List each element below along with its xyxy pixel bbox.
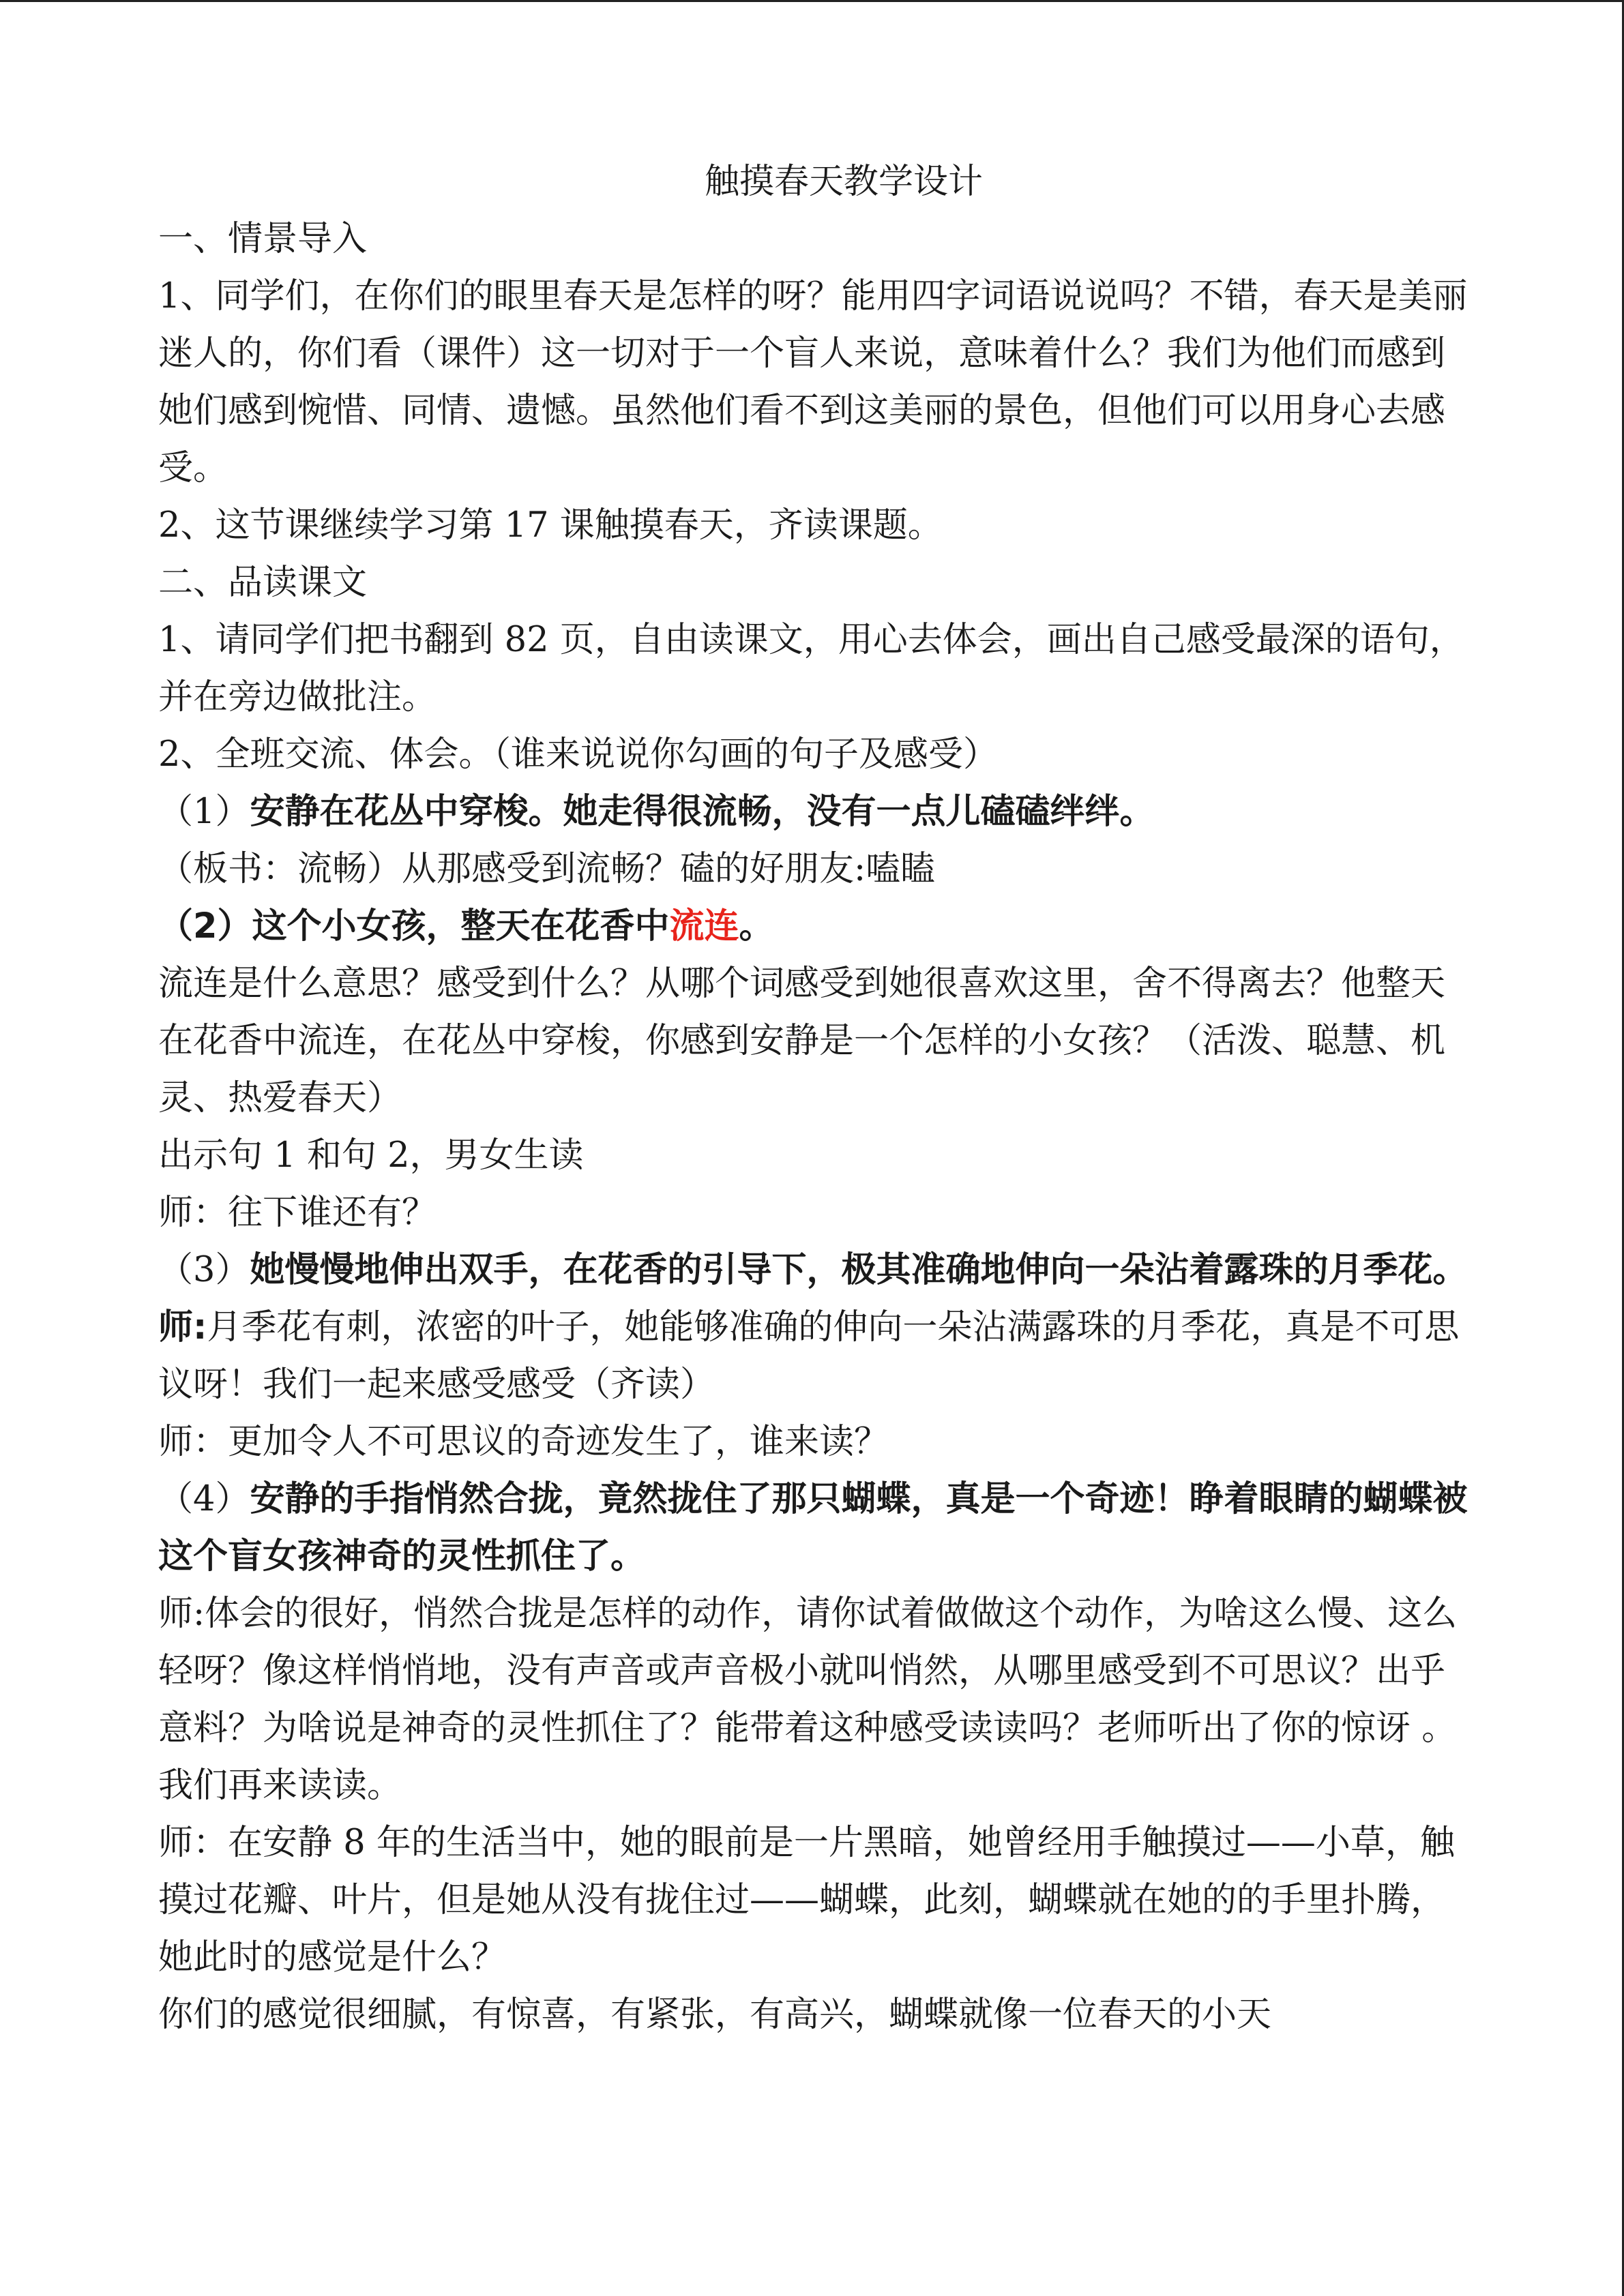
sentence-4: [158, 1471, 1475, 1585]
sentence-2-end: 。: [739, 906, 774, 946]
paragraph-intro-2: 2、这节课继续学习第 17 课触摸春天，齐读课题。: [158, 505, 943, 546]
paragraph-show-sentences: 出示句 1 和句 2，男女生读: [158, 1135, 584, 1176]
teacher-label: 师:: [158, 1307, 207, 1347]
sentence-4-number: （4）: [158, 1479, 250, 1519]
sentence-2: [158, 898, 1475, 955]
paragraph-rose-text: 月季花有刺，浓密的叶子，她能够准确的伸向一朵沾满露珠的月季花，真是不可思议呀！我们一起来感受感受（齐读）: [158, 1307, 1460, 1405]
sentence-4-text: 安静的手指悄然合拢，竟然拢住了那只蝴蝶，真是一个奇迹！睁着眼睛的蝴蝶被这个盲女孩神奇的灵性抓住了。: [158, 1479, 1468, 1577]
paragraph-reading-2: 2、全班交流、体会。（谁来说说你勾画的句子及感受）: [158, 734, 998, 775]
paragraph-rose: [158, 1299, 1475, 1414]
sentence-3-text: 她慢慢地伸出双手，在花香的引导下，极其准确地伸向一朵沾着露珠的月季花。: [250, 1250, 1468, 1290]
sentence-1-number: （1）: [158, 792, 250, 832]
sentence-1-text: 安静在花丛中穿梭。她走得很流畅，没有一点儿磕磕绊绊。: [250, 792, 1155, 832]
paragraph-intro-1: 1、同学们，在你们的眼里春天是怎样的呀？能用四字词语说说吗？不错，春天是美丽迷人的，你们看（课件）这一切对于一个盲人来说，意味着什么？我们为他们而感到她们感到惋惜、同情、遗憾。虽然他们看不到这美丽的景色，但他们可以用身心去感受。: [158, 276, 1468, 488]
sentence-2-highlight: 流连: [669, 906, 739, 946]
sentence-2-text: （2）这个小女孩，整天在花香中: [158, 906, 670, 946]
page-border-top: [0, 0, 1624, 2]
sentence-3-number: （3）: [158, 1250, 250, 1290]
paragraph-board-note: （板书：流畅）从那感受到流畅？磕的好朋友:嗑瞌: [158, 849, 936, 889]
paragraph-reading-1: 1、请同学们把书翻到 82 页，自由读课文，用心去体会，画出自己感受最深的语句，并在旁边做批注。: [158, 620, 1464, 717]
section-heading-2: 二、品读课文: [158, 563, 368, 603]
document-body: [158, 153, 1475, 2044]
paragraph-liulian: 流连是什么意思？感受到什么？从哪个词感受到她很喜欢这里，舍不得离去？他整天在花香中流连，在花丛中穿梭，你感到安静是一个怎样的小女孩？（活泼、聪慧、机灵、热爱春天）: [158, 964, 1446, 1118]
sentence-3: [158, 1242, 1475, 1299]
section-heading-1: 一、情景导入: [158, 219, 368, 259]
sentence-1: [158, 784, 1475, 841]
paragraph-miracle: 师：更加令人不可思议的奇迹发生了，谁来读？: [158, 1422, 889, 1462]
paragraph-eight-years: 师：在安静 8 年的生活当中，她的眼前是一片黑暗，她曾经用手触摸过——小草，触摸过花瓣、叶片，但是她从没有拢住过——蝴蝶，此刻，蝴蝶就在她的的手里扑腾，她此时的感觉是什么？: [158, 1823, 1455, 1978]
paragraph-teacher-next: 师：往下谁还有？: [158, 1193, 437, 1233]
paragraph-feelings: 你们的感觉很细腻，有惊喜，有紧张，有高兴，蝴蝶就像一位春天的小天: [158, 1995, 1272, 2035]
document-title: 触摸春天教学设计: [704, 162, 983, 202]
paragraph-quietly: 师:体会的很好，悄然合拢是怎样的动作，请你试着做做这个动作，为啥这么慢、这么轻呀？像这样悄悄地，没有声音或声音极小就叫悄然，从哪里感受到不可思议？出乎意料？为啥说是神奇的灵性抓住了？能带着这种感受读读吗？老师听出了你的惊讶 。我们再来读读。: [158, 1594, 1458, 1806]
